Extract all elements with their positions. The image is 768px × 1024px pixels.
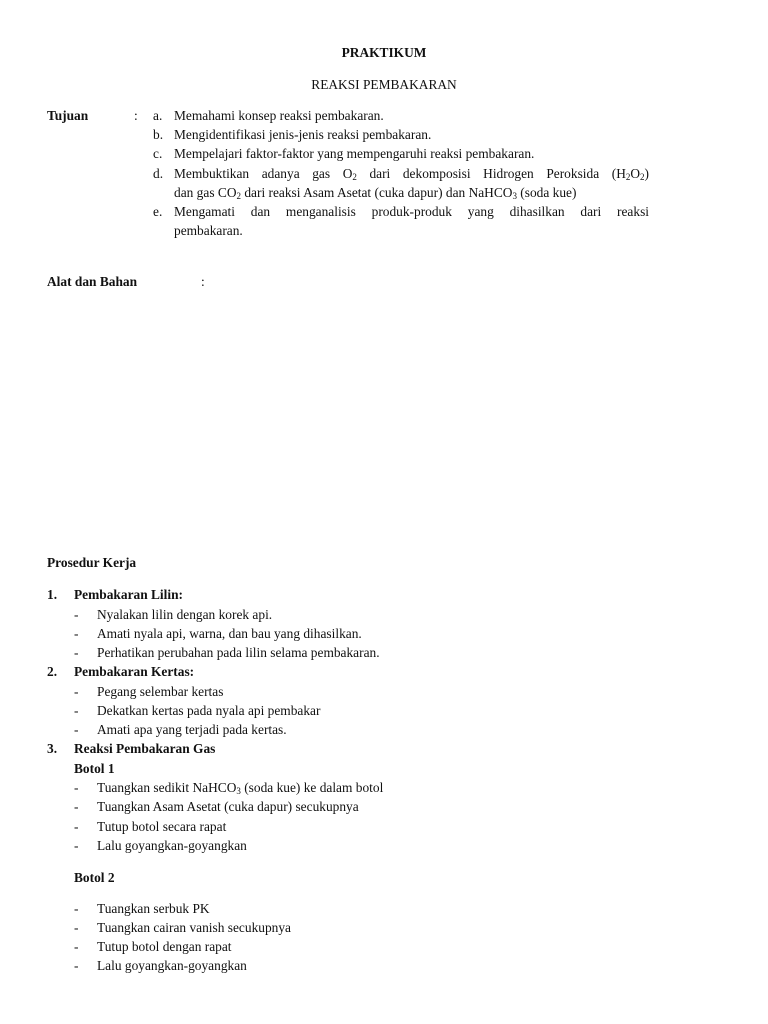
tujuan-label: Tujuan	[47, 108, 89, 123]
section-number: 2.	[47, 664, 58, 679]
bullet-dash: -	[74, 684, 79, 699]
bullet-dash: -	[74, 838, 79, 853]
section-number: 3.	[47, 741, 58, 756]
list-item: Lalu goyangkan-goyangkan	[97, 958, 247, 973]
tujuan-marker-c: c.	[153, 146, 163, 161]
bullet-dash: -	[74, 799, 79, 814]
bullet-dash: -	[74, 722, 79, 737]
section-number: 1.	[47, 587, 58, 602]
bottle-title: Botol 1	[74, 761, 115, 776]
list-item: Tuangkan serbuk PK	[97, 901, 210, 916]
bullet-dash: -	[74, 819, 79, 834]
list-item: Pegang selembar kertas	[97, 684, 224, 699]
bullet-dash: -	[74, 958, 79, 973]
bullet-dash: -	[74, 645, 79, 660]
alat-label: Alat dan Bahan	[47, 274, 138, 289]
list-item: Nyalakan lilin dengan korek api.	[97, 607, 273, 622]
tujuan-item-e-cont: pembakaran.	[174, 223, 243, 238]
list-item: Dekatkan kertas pada nyala api pembakar	[97, 703, 321, 718]
list-item: Perhatikan perubahan pada lilin selama pembakaran.	[97, 645, 380, 660]
list-item: Tuangkan Asam Asetat (cuka dapur) secukupnya	[97, 799, 359, 814]
tujuan-item-b: Mengidentifikasi jenis-jenis reaksi pembakaran.	[174, 127, 432, 142]
list-item: Amati nyala api, warna, dan bau yang dihasilkan.	[97, 626, 362, 641]
page-title: PRAKTIKUM	[341, 45, 427, 60]
bullet-dash: -	[74, 607, 79, 622]
tujuan-colon: :	[134, 108, 138, 123]
tujuan-marker-b: b.	[153, 127, 164, 142]
bullet-dash: -	[74, 780, 79, 795]
tujuan-item-c: Mempelajari faktor-faktor yang mempengaruhi reaksi pembakaran.	[174, 146, 535, 161]
section-title: Pembakaran Lilin:	[74, 587, 183, 602]
bullet-dash: -	[74, 939, 79, 954]
bottle-title: Botol 2	[74, 870, 115, 885]
alat-colon: :	[201, 274, 205, 289]
bullet-dash: -	[74, 703, 79, 718]
tujuan-item-d: Membuktikan adanya gas $O_2$ dari dekomposisi Hidrogen Peroksida $(H_2O_2)$	[174, 166, 650, 182]
tujuan-item-d-cont: dan gas $CO_2$ dari reaksi Asam Asetat (cuka dapur) dan NaHCO$_3$ (soda kue)	[174, 185, 577, 201]
list-item: Tutup botol dengan rapat	[97, 939, 232, 954]
section-title: Pembakaran Kertas:	[74, 664, 195, 679]
bullet-dash: -	[74, 626, 79, 641]
bullet-dash: -	[74, 920, 79, 935]
bullet-dash: -	[74, 901, 79, 916]
tujuan-item-a: Memahami konsep reaksi pembakaran.	[174, 108, 384, 123]
tujuan-item-e: Mengamati dan menganalisis produk-produk yang dihasilkan dari reaksi	[174, 204, 649, 219]
tujuan-marker-e: e.	[153, 204, 163, 219]
list-item: Tuangkan cairan vanish secukupnya	[97, 920, 291, 935]
list-item: Amati apa yang terjadi pada kertas.	[97, 722, 287, 737]
prosedur-heading: Prosedur Kerja	[47, 555, 137, 570]
tujuan-marker-d: d.	[153, 166, 164, 181]
list-item: Tutup botol secara rapat	[97, 819, 227, 834]
list-item: Lalu goyangkan-goyangkan	[97, 838, 247, 853]
list-item: Tuangkan sedikit NaHCO$_3$ (soda kue) ke dalam botol	[97, 780, 384, 796]
section-title: Reaksi Pembakaran Gas	[74, 741, 216, 756]
page-subtitle: REAKSI PEMBAKARAN	[311, 77, 457, 92]
tujuan-marker-a: a.	[153, 108, 163, 123]
